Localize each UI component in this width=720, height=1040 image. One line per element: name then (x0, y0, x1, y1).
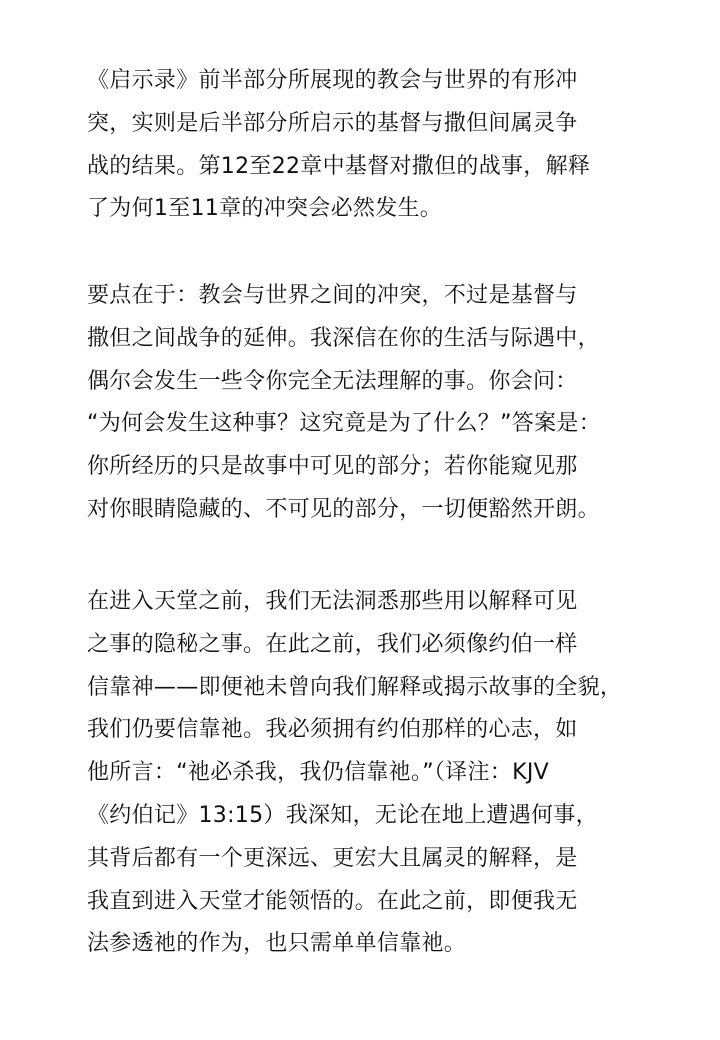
text-line: 对你眼睛隐藏的、不可见的部分，一切便豁然开朗。 (87, 496, 600, 522)
text-line: 你所经历的只是故事中可见的部分；若你能窥见那 (87, 454, 578, 480)
text-line: 信靠神——即便祂未曾向我们解释或揭示故事的全貌， (87, 674, 623, 700)
paragraph-2 (87, 275, 687, 532)
text-line: 在进入天堂之前，我们无法洞悉那些用以解释可见 (87, 589, 578, 614)
text-line: 他所言：“祂必杀我，我仍信靠祂。”（译注：KJV (87, 760, 549, 786)
text-line: 要点在于：教会与世界之间的冲突，不过是基督与 (87, 283, 578, 308)
paragraph-3 (87, 581, 687, 966)
text-line: 偶尔会发生一些令你完全无法理解的事。你会问： (87, 368, 578, 394)
text-line: 其背后都有一个更深远、更宏大且属灵的解释，是 (87, 845, 578, 871)
text-line: “为何会发生这种事？这究竟是为了什么？”答案是： (87, 411, 601, 437)
text-line: 我直到进入天堂才能领悟的。在此之前，即便我无 (87, 888, 578, 914)
text-line: 法参透祂的作为，也只需单单信靠祂。 (87, 931, 467, 957)
text-line: 《约伯记》13:15）我深知，无论在地上遭遇何事， (87, 802, 598, 828)
text-line: 了为何1至11章的冲突会必然发生。 (87, 196, 443, 222)
text-line: 撒但之间战争的延伸。我深信在你的生活与际遇中， (87, 325, 600, 351)
text-line: 之事的隐秘之事。在此之前，我们必须像约伯一样 (87, 631, 578, 657)
text-line: 战的结果。第12至22章中基督对撒但的战事，解释 (87, 153, 591, 179)
text-line: 《启示录》前半部分所展现的教会与世界的有形冲 (87, 68, 578, 93)
paragraph-1 (87, 60, 687, 231)
text-line: 我们仍要信靠祂。我必须拥有约伯那样的心志，如 (87, 717, 578, 743)
text-line: 突，实则是后半部分所启示的基督与撒但间属灵争 (87, 110, 578, 136)
